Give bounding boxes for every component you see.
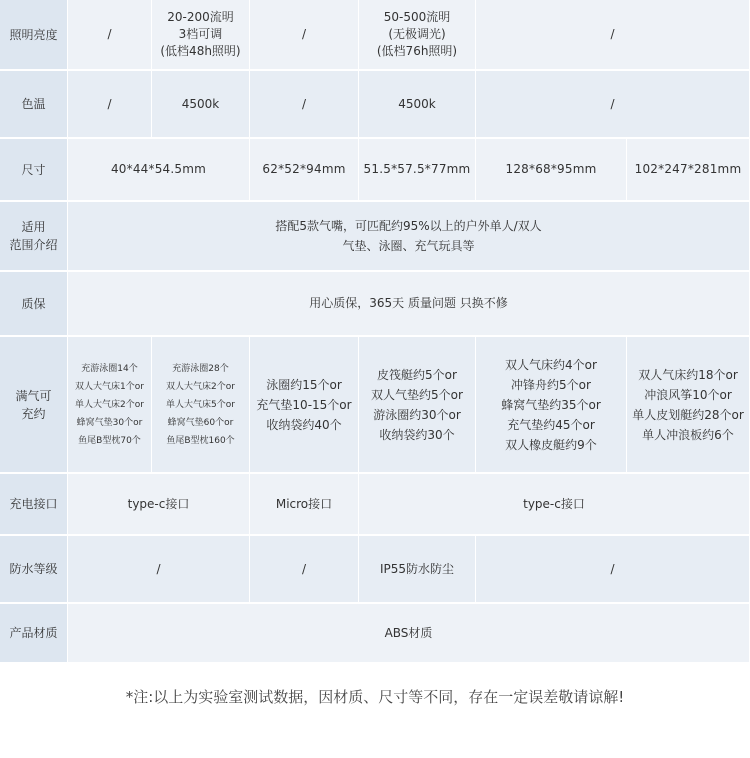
inflation-c1 [68, 337, 152, 474]
color-temp-c2: 4500k [152, 71, 250, 139]
color-temp-c4: 4500k [359, 71, 476, 139]
inflation-label-line: 充约 [21, 406, 46, 421]
inflation-c2-line: 单人大气床5个or [166, 399, 235, 410]
color-temp-c3: / [250, 71, 359, 139]
inflation-c3 [250, 337, 359, 474]
brightness-c1: / [68, 0, 152, 71]
row-label-inflation [0, 337, 68, 474]
inflation-c1-line: 双人大气床1个or [75, 381, 144, 392]
brightness-c2-line: 20-200流明 [167, 10, 234, 24]
inflation-label-line: 满气可 [15, 388, 52, 403]
inflation-c6-line: 双人气床约18个or [638, 367, 738, 382]
port-c1: type-c接口 [68, 474, 250, 536]
port-c3: type-c接口 [359, 474, 750, 536]
brightness-c2 [152, 0, 250, 71]
waterproof-c2: / [250, 536, 359, 604]
material-value: ABS材质 [68, 604, 750, 664]
inflation-c2-line: 蜂窝气垫60个or [167, 417, 234, 428]
port-c2: Micro接口 [250, 474, 359, 536]
inflation-c1-line: 单人大气床2个or [75, 399, 144, 410]
inflation-c3-line: 收纳袋约40个 [266, 417, 342, 432]
row-label-color-temp: 色温 [0, 71, 68, 139]
inflation-c2-line: 充游泳圈28个 [172, 363, 229, 374]
inflation-c1-line: 充游泳圈14个 [81, 363, 138, 374]
inflation-c4-line: 游泳圈约30个or [373, 407, 461, 422]
inflation-c4 [359, 337, 476, 474]
waterproof-c1: / [68, 536, 250, 604]
inflation-c5-line: 充气垫约45个or [507, 417, 595, 432]
brightness-c3: / [250, 0, 359, 71]
color-temp-c1: / [68, 71, 152, 139]
inflation-c1-line: 鱼尾B型枕70个 [78, 435, 141, 446]
warranty-value: 用心质保，365天 质量问题 只换不修 [68, 272, 750, 337]
inflation-c2 [152, 337, 250, 474]
row-label-size: 尺寸 [0, 139, 68, 202]
inflation-c5-line: 冲锋舟约5个or [511, 377, 591, 392]
row-label-brightness: 照明亮度 [0, 0, 68, 71]
inflation-c4-line: 收纳袋约30个 [379, 427, 455, 442]
color-temp-c5: / [476, 71, 750, 139]
inflation-c6 [627, 337, 750, 474]
usage-value [68, 202, 750, 272]
row-label-port: 充电接口 [0, 474, 68, 536]
size-c4: 128*68*95mm [476, 139, 627, 202]
inflation-c6-line: 冲浪风筝10个or [644, 387, 732, 402]
brightness-c4 [359, 0, 476, 71]
inflation-c5-line: 蜂窝气垫约35个or [501, 397, 601, 412]
brightness-c4-line: (无极调光) [388, 27, 446, 41]
size-c3: 51.5*57.5*77mm [359, 139, 476, 202]
inflation-c5-line: 双人橡皮艇约9个 [505, 437, 597, 452]
inflation-c6-line: 单人皮划艇约28个or [632, 407, 744, 422]
inflation-c4-line: 双人气垫约5个or [371, 387, 463, 402]
row-label-material: 产品材质 [0, 604, 68, 664]
size-c2: 62*52*94mm [250, 139, 359, 202]
brightness-c4-line: (低档76h照明) [376, 44, 458, 58]
inflation-c5 [476, 337, 627, 474]
row-label-warranty: 质保 [0, 272, 68, 337]
inflation-c2-line: 鱼尾B型枕160个 [166, 435, 235, 446]
brightness-c2-line: (低档48h照明) [160, 44, 241, 58]
inflation-c3-line: 泳圈约15个or [266, 377, 342, 392]
footnote: *注:以上为实验室测试数据，因材质、尺寸等不同，存在一定误差敬请谅解! [125, 688, 625, 706]
inflation-c5-line: 双人气床约4个or [505, 357, 597, 372]
row-label-waterproof: 防水等级 [0, 536, 68, 604]
inflation-c6-line: 单人冲浪板约6个 [642, 427, 734, 442]
row-label-usage [0, 202, 68, 272]
waterproof-c4: / [476, 536, 750, 604]
inflation-c4-line: 皮筏艇约5个or [377, 367, 457, 382]
usage-label-line: 适用 [21, 220, 46, 234]
brightness-c4-line: 50-500流明 [383, 10, 451, 24]
waterproof-c3: IP55防水防尘 [359, 536, 476, 604]
size-c1: 40*44*54.5mm [68, 139, 250, 202]
brightness-c5: / [476, 0, 750, 71]
inflation-c3-line: 充气垫10-15个or [256, 397, 352, 412]
size-c5: 102*247*281mm [627, 139, 750, 202]
usage-value-line: 搭配5款气嘴，可匹配约95%以上的户外单人/双人 [275, 219, 542, 233]
usage-label-line: 范围介绍 [9, 238, 58, 252]
brightness-c2-line: 3档可调 [178, 27, 223, 41]
inflation-c1-line: 蜂窝气垫30个or [76, 417, 143, 428]
usage-value-line: 气垫、泳圈、充气玩具等 [342, 239, 475, 253]
inflation-c2-line: 双人大气床2个or [166, 381, 235, 392]
